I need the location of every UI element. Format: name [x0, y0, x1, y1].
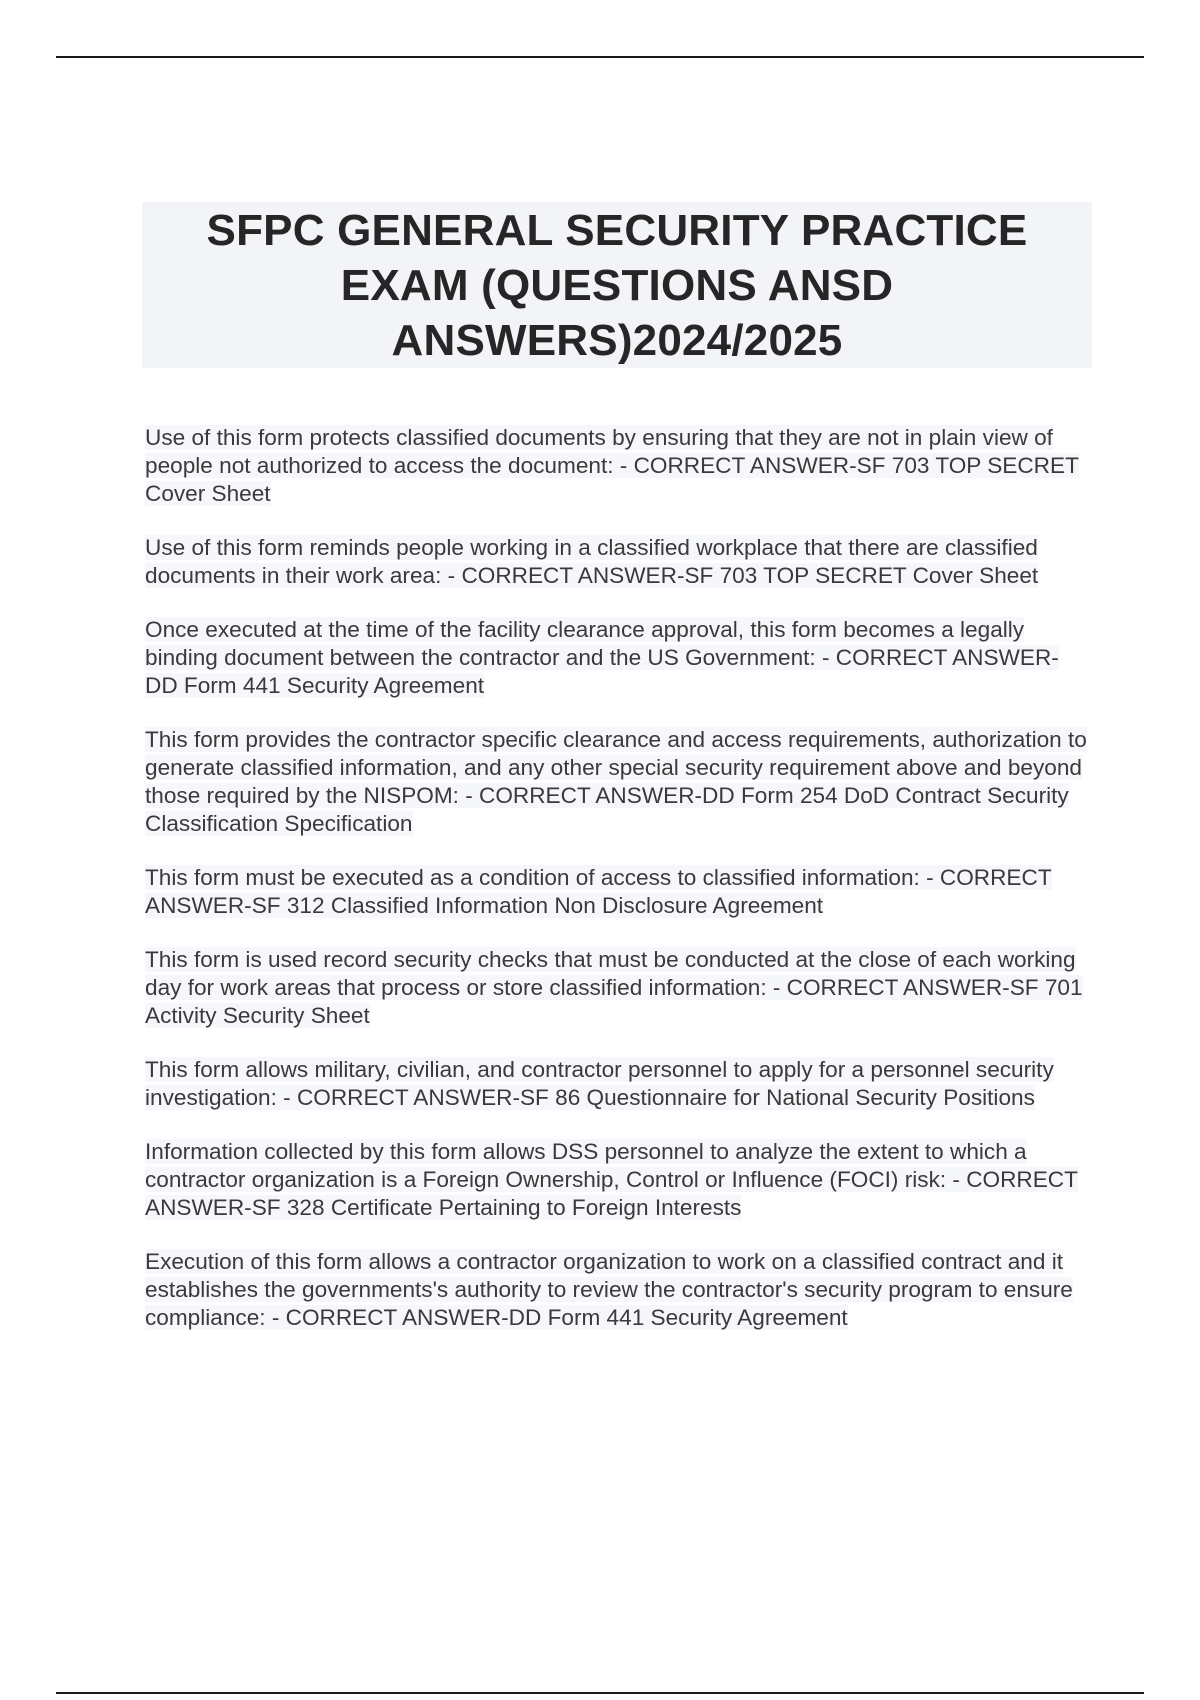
bottom-divider	[56, 1692, 1144, 1694]
page-title: SFPC GENERAL SECURITY PRACTICE EXAM (QUESTIONS ANSD ANSWERS)2024/2025	[206, 205, 1028, 365]
title-banner	[142, 202, 1092, 368]
qa-text: Once executed at the time of the facility clearance approval, this form becomes a legally binding document between the contractor and the US Government: - CORRECT ANSWER-DD Form 441 Security Agreement	[145, 617, 1059, 698]
qa-item	[145, 616, 1090, 700]
qa-text: Information collected by this form allows DSS personnel to analyze the extent to which a contractor organization is a Foreign Ownership, Control or Influence (FOCI) risk: - CORRECT ANSWER-SF 328 Certificate Pertaining to Foreign Interests	[145, 1139, 1078, 1220]
qa-text: This form provides the contractor specific clearance and access requirements, authorization to generate classified information, and any other special security requirement above and beyond those required by the NISPOM: - CORRECT ANSWER-DD Form 254 DoD Contract Security Classification Specification	[145, 727, 1087, 836]
qa-item	[145, 1056, 1090, 1112]
qa-text: Execution of this form allows a contractor organization to work on a classified contract and it establishes the governments's authority to review the contractor's security program to ensure compliance: - CORRECT ANSWER-DD Form 441 Security Agreement	[145, 1249, 1073, 1330]
qa-text: Use of this form reminds people working in a classified workplace that there are classified documents in their work area: - CORRECT ANSWER-SF 703 TOP SECRET Cover Sheet	[145, 535, 1039, 588]
qa-item	[145, 726, 1090, 838]
qa-text: Use of this form protects classified documents by ensuring that they are not in plain view of people not authorized to access the document: - CORRECT ANSWER-SF 703 TOP SECRET Cover Sheet	[145, 425, 1079, 506]
qa-text: This form must be executed as a condition of access to classified information: - CORRECT ANSWER-SF 312 Classified Information Non Disclosure Agreement	[145, 865, 1052, 918]
qa-text: This form is used record security checks that must be conducted at the close of each working day for work areas that process or store classified information: - CORRECT ANSWER-SF 701 Activity Security Sheet	[145, 947, 1083, 1028]
qa-item	[145, 946, 1090, 1030]
qa-item	[145, 424, 1090, 508]
qa-item	[145, 864, 1090, 920]
question-answer-list	[145, 424, 1090, 1358]
qa-item	[145, 1248, 1090, 1332]
qa-item	[145, 534, 1090, 590]
top-divider	[56, 56, 1144, 58]
qa-item	[145, 1138, 1090, 1222]
qa-text: This form allows military, civilian, and contractor personnel to apply for a personnel security investigation: - CORRECT ANSWER-SF 86 Questionnaire for National Security Positions	[145, 1057, 1054, 1110]
